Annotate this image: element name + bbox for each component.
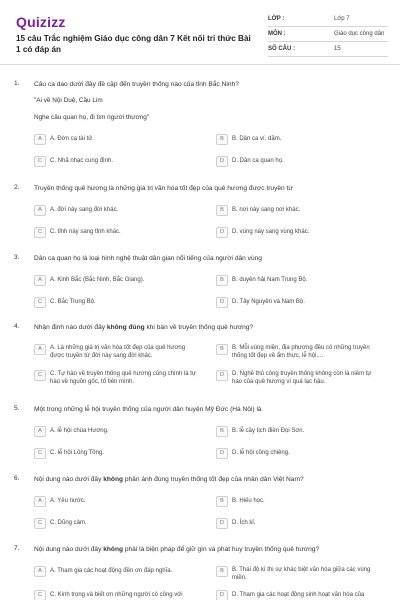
option-letter: C	[34, 590, 46, 600]
emphasis: không đúng	[106, 324, 145, 331]
option-label: B. duyên hải Nam Trung Bộ.	[232, 277, 308, 283]
question-text: Nội dung nào dưới đây không phản ánh đúng truyền thống tốt đẹp của nhân dân Việt Nam?	[34, 476, 304, 483]
option-label: C. tỉnh này sang tỉnh khác.	[50, 229, 121, 235]
option-letter: C	[34, 297, 46, 308]
option-letter: D	[216, 590, 228, 600]
option-label: B. Hiếu học.	[232, 498, 265, 504]
option-letter: C	[34, 518, 46, 529]
option-label: C. Dũng cảm.	[50, 520, 87, 526]
option-letter: B	[216, 566, 228, 577]
option-c[interactable]	[34, 587, 204, 600]
option-label: D. vùng này sang vùng khác.	[232, 229, 310, 235]
document-header	[0, 0, 400, 64]
option-letter: B	[216, 134, 228, 145]
option-label: D. Dân ca quan họ.	[232, 158, 284, 164]
option-letter: D	[216, 227, 228, 238]
option-label: C. Bắc Trung Bộ.	[50, 299, 96, 305]
question-number: 2.	[14, 184, 20, 191]
option-d[interactable]	[216, 367, 386, 383]
option-label: B. nơi này sang nơi khác.	[232, 207, 301, 213]
option-letter: C	[34, 370, 46, 381]
option-letter: A	[34, 275, 46, 286]
option-letter: A	[34, 205, 46, 216]
option-label: A. Tham gia các hoạt động đền ơn đáp nghĩa.	[50, 568, 173, 574]
header-divider	[0, 64, 400, 65]
question-text: Dân ca quan họ là loại hình nghệ thuật dân gian nổi tiếng của người dân vùng	[34, 255, 262, 262]
question-number: 1.	[14, 80, 20, 87]
question-number: 6.	[14, 475, 20, 482]
option-label: D. Tham gia các hoạt động sinh hoạt văn hóa của	[232, 592, 365, 598]
meta-key: MÔN :	[268, 31, 286, 37]
option-letter: C	[34, 156, 46, 167]
question-quote-line: "Ai về Nội Duệ, Cầu Lim	[34, 97, 103, 104]
question-number: 5.	[14, 405, 20, 412]
option-letter: B	[216, 275, 228, 286]
option-letter: D	[216, 156, 228, 167]
option-label: C. Nhã nhạc cung đình.	[50, 158, 114, 164]
question-text: Nhận định nào dưới đây không đúng khi bàn về truyền thống quê hương?	[34, 324, 254, 331]
meta-table	[268, 12, 388, 57]
option-label: D. Tây Nguyên và Nam Bộ.	[232, 299, 305, 305]
option-label: D. Ích kỉ.	[232, 520, 256, 526]
option-letter: A	[34, 566, 46, 577]
question-text: Nội dung nào dưới đây không phải là biện pháp để giữ gìn và phát huy truyền thống quê hương?	[34, 546, 320, 553]
emphasis: không	[103, 476, 124, 483]
option-label: A. Yêu nước.	[50, 498, 86, 504]
option-c[interactable]	[34, 367, 204, 383]
question-text: Một trong những lễ hội truyền thống của người dân huyện Mỹ Đức (Hà Nội) là	[34, 406, 262, 413]
option-letter: A	[34, 496, 46, 507]
meta-value: 15	[334, 46, 341, 52]
option-label: B. Dân ca ví, dặm.	[232, 136, 282, 142]
option-label: B. Thái độ kì thị sự khác biệt văn hóa giữa các vùng miền.	[232, 567, 371, 581]
option-letter: D	[216, 518, 228, 529]
option-letter: D	[216, 297, 228, 308]
option-letter: D	[216, 370, 228, 381]
option-label: A. Đờn ca tài tử.	[50, 136, 94, 142]
option-letter: C	[34, 227, 46, 238]
option-label: D. lễ hội cồng chiêng.	[232, 450, 290, 456]
meta-row-subject	[268, 27, 388, 42]
option-letter: C	[34, 448, 46, 459]
quizizz-logo: Quizizz	[16, 14, 66, 30]
option-label: C. Tự hào về truyền thống quê hương cũng chính là tự hào về nguồn gốc, tổ tiên mình.	[50, 371, 196, 385]
option-b[interactable]	[216, 563, 386, 579]
question-number: 4.	[14, 323, 20, 330]
option-a[interactable]	[34, 563, 204, 579]
option-label: C. lễ hội Lồng Tồng.	[50, 450, 104, 456]
question-number: 3.	[14, 254, 20, 261]
option-label: A. Là những giá trị văn hóa tốt đẹp của quê hương được truyền từ đời này sang đời khác.	[50, 345, 186, 359]
option-label: A. đời này sang đời khác.	[50, 207, 119, 213]
option-d[interactable]	[216, 587, 386, 600]
question-number: 7.	[14, 545, 20, 552]
option-label: A. Kinh Bắc (Bắc Ninh, Bắc Giang).	[50, 277, 145, 283]
option-b[interactable]	[216, 341, 386, 357]
option-a[interactable]	[34, 341, 204, 357]
meta-value: Giáo dục công dân	[334, 31, 385, 37]
meta-key: LỚP :	[268, 16, 285, 22]
option-label: A. lễ hội chùa Hương.	[50, 428, 109, 434]
option-letter: A	[34, 426, 46, 437]
option-label: B. lễ cầy tịch điền Đọi Sơn.	[232, 428, 305, 434]
question-text: Câu ca dao dưới đây đề cập đến truyền thống nào của tỉnh Bắc Ninh?	[34, 81, 239, 88]
emphasis: không	[103, 546, 124, 553]
option-letter: A	[34, 134, 46, 145]
option-label: D. Nghề thủ công truyền thống không còn là niềm tự hào của quê hương vì quá lạc hậu.	[232, 371, 372, 385]
document-title: 15 câu Trắc nghiệm Giáo dục công dân 7 Kết nối tri thức Bài 1 có đáp án	[16, 34, 251, 54]
option-letter: B	[216, 205, 228, 216]
option-letter: A	[34, 344, 46, 355]
meta-value: Lớp 7	[334, 16, 350, 22]
option-letter: B	[216, 496, 228, 507]
option-letter: D	[216, 448, 228, 459]
option-letter: B	[216, 426, 228, 437]
option-letter: B	[216, 344, 228, 355]
meta-row-class	[268, 12, 388, 27]
option-label: C. Kinh trọng và biết ơn những người có công với	[50, 592, 183, 598]
question-quote-line: Nghe câu quan họ, đi tìm người thương"	[34, 114, 150, 121]
option-label: B. Mỗi vùng miền, địa phương đều có những truyền thống tốt đẹp về ẩm thực, lễ hội,...	[232, 345, 370, 359]
meta-key: SỐ CÂU :	[268, 46, 295, 52]
question-text: Truyền thống quê hương là những giá trị văn hóa tốt đẹp của quê hương được truyền từ	[34, 185, 293, 192]
meta-row-count	[268, 42, 388, 57]
